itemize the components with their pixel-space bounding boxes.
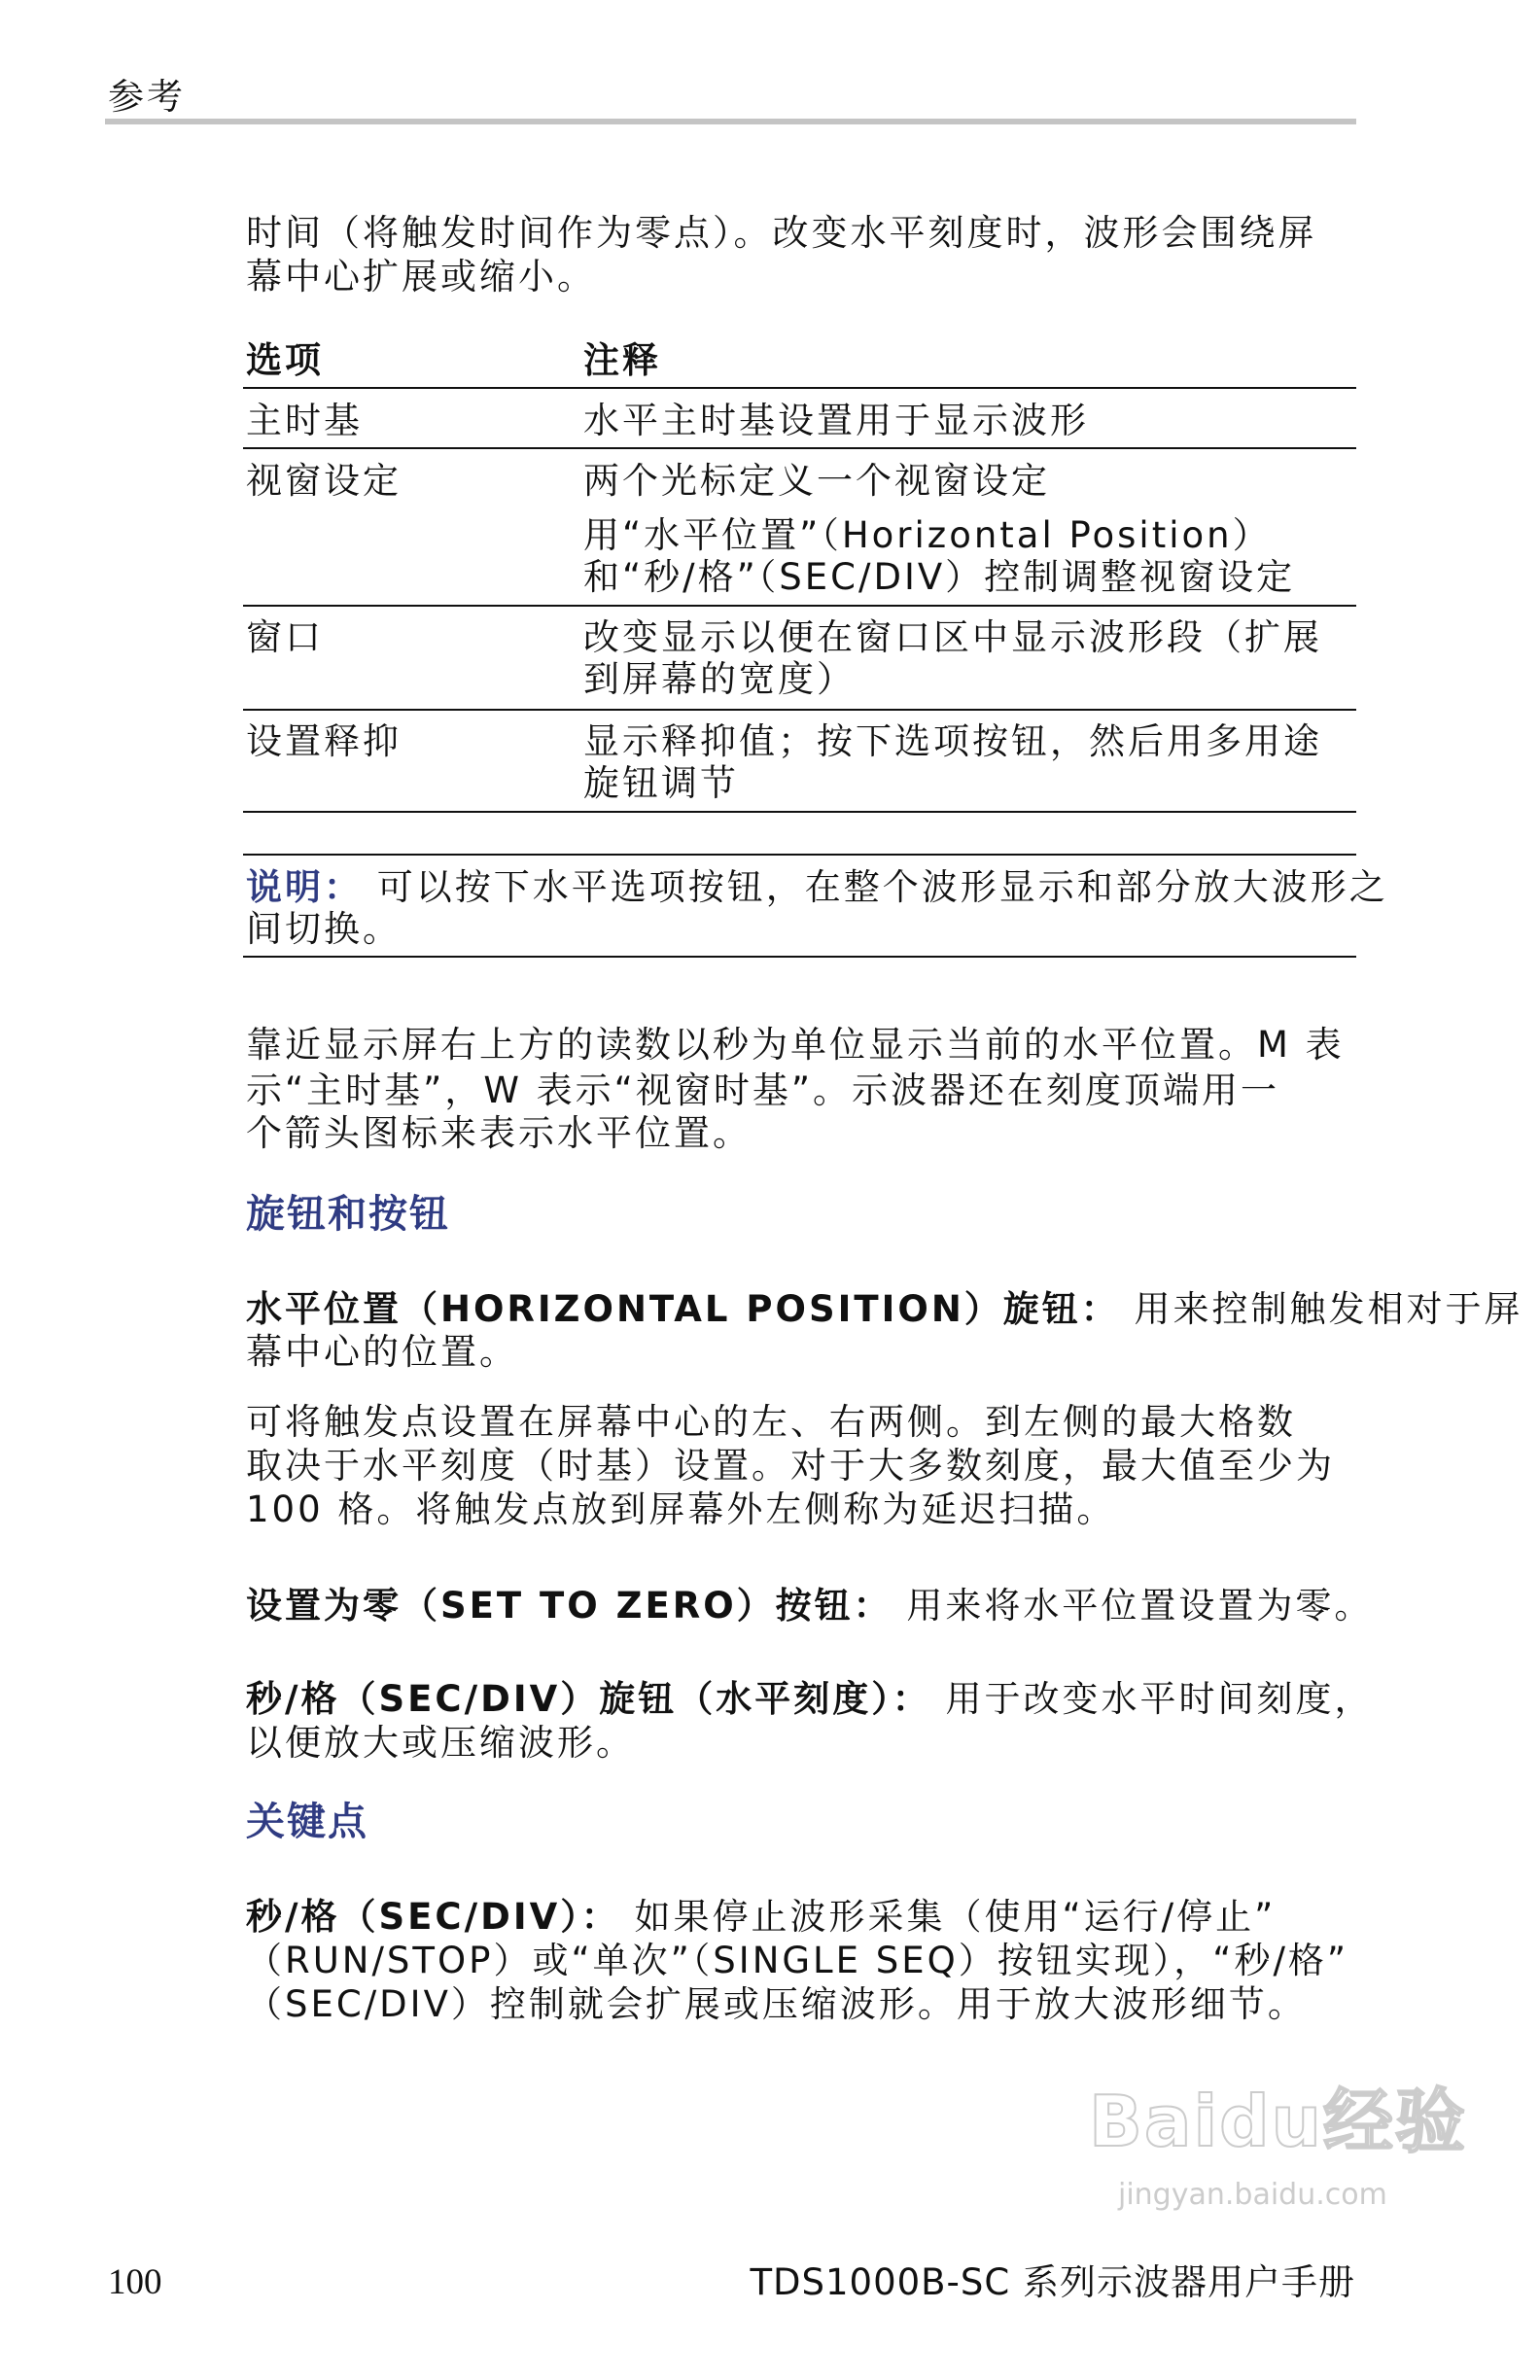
definition-term: 设置为零（SET TO ZERO）按钮： <box>246 1585 892 1627</box>
running-header: 参考 <box>108 76 186 118</box>
table-rule <box>243 709 1356 711</box>
intro-line: 时间（将触发时间作为零点）。改变水平刻度时，波形会围绕屏 <box>246 212 1317 254</box>
definition-term: 秒/格（SEC/DIV）： <box>246 1896 620 1938</box>
table-cell-note: 改变显示以便在窗口区中显示波形段（扩展 <box>583 616 1322 658</box>
definition-desc: 如果停止波形采集（使用“运行/停止” <box>619 1896 1277 1938</box>
table-cell-note: 到屏幕的宽度） <box>583 658 856 700</box>
note-label: 说明： <box>246 866 363 908</box>
definition-cont: （SEC/DIV）控制就会扩展或压缩波形。用于放大波形细节。 <box>246 1983 1307 2025</box>
definition-term: 水平位置（HORIZONTAL POSITION）旋钮： <box>246 1288 1120 1330</box>
definition-cont: 以便放大或压缩波形。 <box>246 1722 635 1764</box>
table-rule <box>243 447 1356 449</box>
note-rule-bottom <box>243 956 1356 958</box>
definition-cont: （RUN/STOP）或“单次”（SINGLE SEQ）按钮实现），“秒/格” <box>246 1940 1349 1981</box>
table-cell-option: 视窗设定 <box>246 460 402 502</box>
page-number: 100 <box>108 2262 162 2302</box>
table-cell-note: 两个光标定义一个视窗设定 <box>583 460 1050 502</box>
note-line <box>246 866 1388 909</box>
table-cell-option: 窗口 <box>246 616 324 658</box>
table-rule <box>243 387 1356 389</box>
definition-cont: 幕中心的位置。 <box>246 1331 518 1373</box>
definition-desc: 用于改变水平时间刻度， <box>930 1678 1374 1720</box>
note-rule-top <box>243 854 1356 856</box>
table-cell-note: 用“水平位置”（Horizontal Position） <box>583 514 1272 556</box>
table-header-notes: 注释 <box>583 339 661 381</box>
definition-line <box>246 1288 1523 1331</box>
table-cell-note: 旋钮调节 <box>583 762 739 804</box>
note-text: 可以按下水平选项按钮，在整个波形显示和部分放大波形之 <box>363 866 1388 908</box>
definition-term: 秒/格（SEC/DIV）旋钮（水平刻度）： <box>246 1678 931 1720</box>
definition-line <box>246 1896 1276 1939</box>
paragraph-line: 示“主时基”，W 表示“视窗时基”。示波器还在刻度顶端用一 <box>246 1069 1280 1111</box>
table-rule <box>243 811 1356 813</box>
definition-line <box>246 1678 1373 1721</box>
paragraph-line: 靠近显示屏右上方的读数以秒为单位显示当前的水平位置。M 表 <box>246 1024 1345 1066</box>
definition-line <box>246 1585 1373 1628</box>
footer-title: TDS1000B-SC 系列示波器用户手册 <box>750 2261 1355 2303</box>
section-heading: 旋钮和按钮 <box>246 1192 450 1237</box>
definition-desc: 用来控制触发相对于屏 <box>1119 1288 1523 1330</box>
paragraph-line: 可将触发点设置在屏幕中心的左、右两侧。到左侧的最大格数 <box>246 1401 1296 1443</box>
watermark-url: jingyan.baidu.com <box>1118 2178 1387 2212</box>
table-cell-note: 显示释抑值；按下选项按钮，然后用多用途 <box>583 720 1322 762</box>
table-cell-note: 和“秒/格”（SEC/DIV）控制调整视窗设定 <box>583 556 1296 598</box>
note-line: 间切换。 <box>246 908 402 950</box>
table-header-option: 选项 <box>246 339 324 381</box>
watermark-logo: Baidu经验 <box>1089 2081 1467 2162</box>
header-rule <box>105 119 1356 124</box>
section-heading: 关键点 <box>246 1800 368 1844</box>
paragraph-line: 个箭头图标来表示水平位置。 <box>246 1112 752 1154</box>
table-rule <box>243 605 1356 607</box>
intro-line: 幕中心扩展或缩小。 <box>246 256 596 298</box>
table-cell-option: 主时基 <box>246 400 363 441</box>
paragraph-line: 取决于水平刻度（时基）设置。对于大多数刻度，最大值至少为 <box>246 1445 1335 1487</box>
definition-desc: 用来将水平位置设置为零。 <box>892 1585 1374 1627</box>
table-cell-note: 水平主时基设置用于显示波形 <box>583 400 1089 441</box>
paragraph-line: 100 格。将触发点放到屏幕外左侧称为延迟扫描。 <box>246 1488 1116 1530</box>
table-cell-option: 设置释抑 <box>246 720 402 762</box>
